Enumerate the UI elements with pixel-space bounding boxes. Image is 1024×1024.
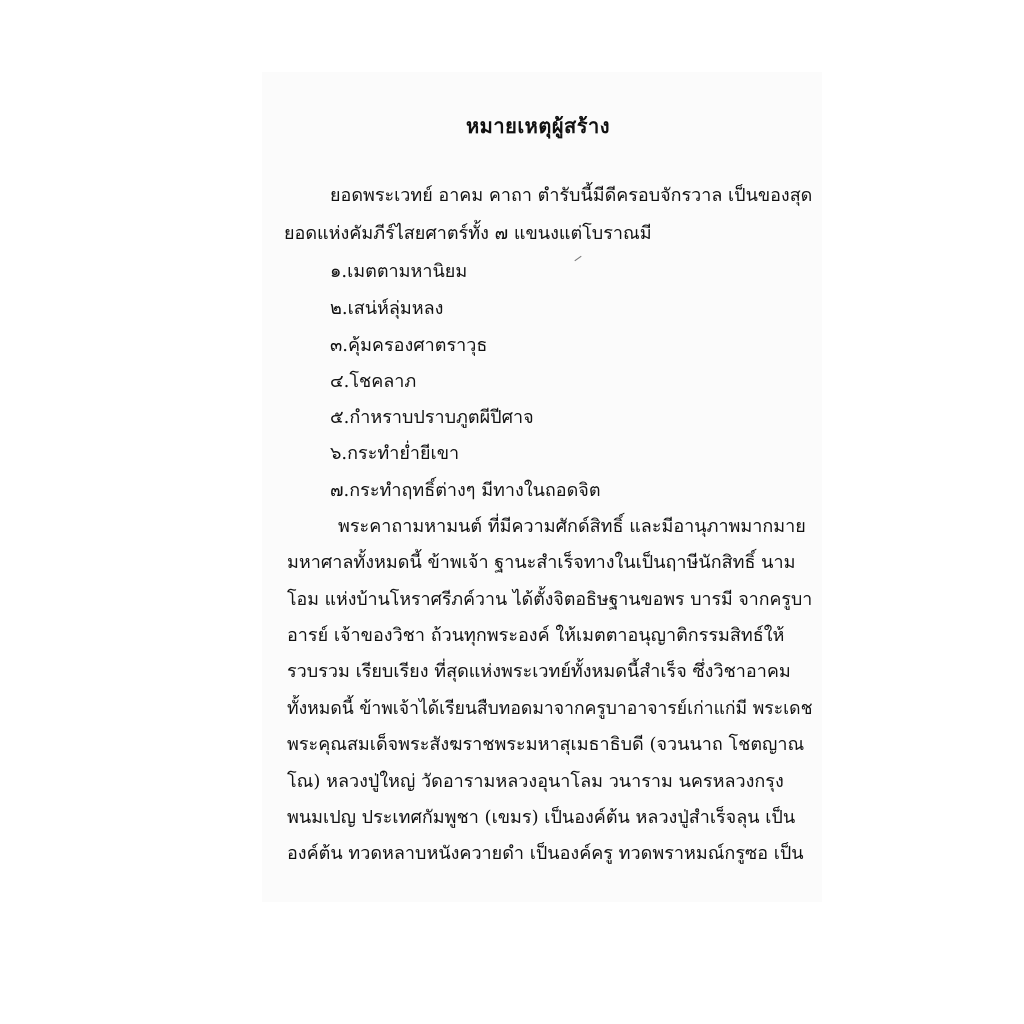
body-line-6: ทั้งหมดนี้ ข้าพเจ้าได้เรียนสืบทอดมาจากครูบาอาจารย์เก่าแก่มี พระเดช: [287, 698, 813, 719]
body-line-5: รวบรวม เรียบเรียง ที่สุดแห่งพระเวทย์ทั้งหมดนี้สำเร็จ ซึ่งวิชาอาคม: [287, 661, 791, 682]
list-item: ๖.กระทำย่ำยีเขา: [330, 443, 460, 464]
body-line-4: อารย์ เจ้าของวิชา ถ้วนทุกพระองค์ ให้เมตตาอนุญาติกรรมสิทธ์ให้: [287, 625, 785, 646]
body-line-10: องค์ต้น ทวดหลาบหนังควายดำ เป็นองค์ครู ทวดพราหมณ์กรูซอ เป็น: [287, 843, 804, 864]
body-line-9: พนมเปญ ประเทศกัมพูชา (เขมร) เป็นองค์ต้น หลวงปู่สำเร็จลุน เป็น: [287, 807, 796, 828]
body-line-3: โอม แห่งบ้านโหราศรีภค์วาน ได้ตั้งจิตอธิษฐานขอพร บารมี จากครูบา: [287, 589, 813, 610]
list-item: ๓.คุ้มครองศาตราวุธ: [330, 335, 488, 356]
body-line-7: พระคุณสมเด็จพระสังฆราชพระมหาสุเมธาธิบดี (จวนนาถ โชตญาณ: [287, 734, 805, 755]
page-title: หมายเหตุผู้สร้าง: [466, 114, 610, 138]
list-item: ๑.เมตตามหานิยม: [330, 261, 468, 282]
list-item: ๗.กระทำฤทธิ์ต่างๆ มีทางในถอดจิต: [330, 480, 601, 501]
list-item: ๕.กำหราบปราบภูตผีปีศาจ: [330, 407, 534, 428]
intro-line-2: ยอดแห่งคัมภีร์ไสยศาตร์ทั้ง ๗ แขนงแต่โบราณมี: [284, 223, 652, 244]
intro-line-1: ยอดพระเวทย์ อาคม คาถา ตำรับนี้มีดีครอบจักรวาล เป็นของสุด: [330, 185, 813, 206]
body-line-8: โณ) หลวงปู่ใหญ่ วัดอารามหลวงอุนาโลม วนาราม นครหลวงกรุง: [287, 771, 784, 792]
list-item: ๔.โชคลาภ: [330, 371, 417, 392]
body-line-1: พระคาถามหามนต์ ที่มีความศักด์สิทธิ์ และมีอานุภาพมากมาย: [338, 516, 806, 537]
list-item: ๒.เสน่ห์ลุ่มหลง: [330, 298, 444, 319]
body-line-2: มหาศาลทั้งหมดนี้ ข้าพเจ้า ฐานะสำเร็จทางในเป็นฤาษีนักสิทธิ์ นาม: [287, 552, 796, 573]
stray-mark: [574, 256, 581, 261]
